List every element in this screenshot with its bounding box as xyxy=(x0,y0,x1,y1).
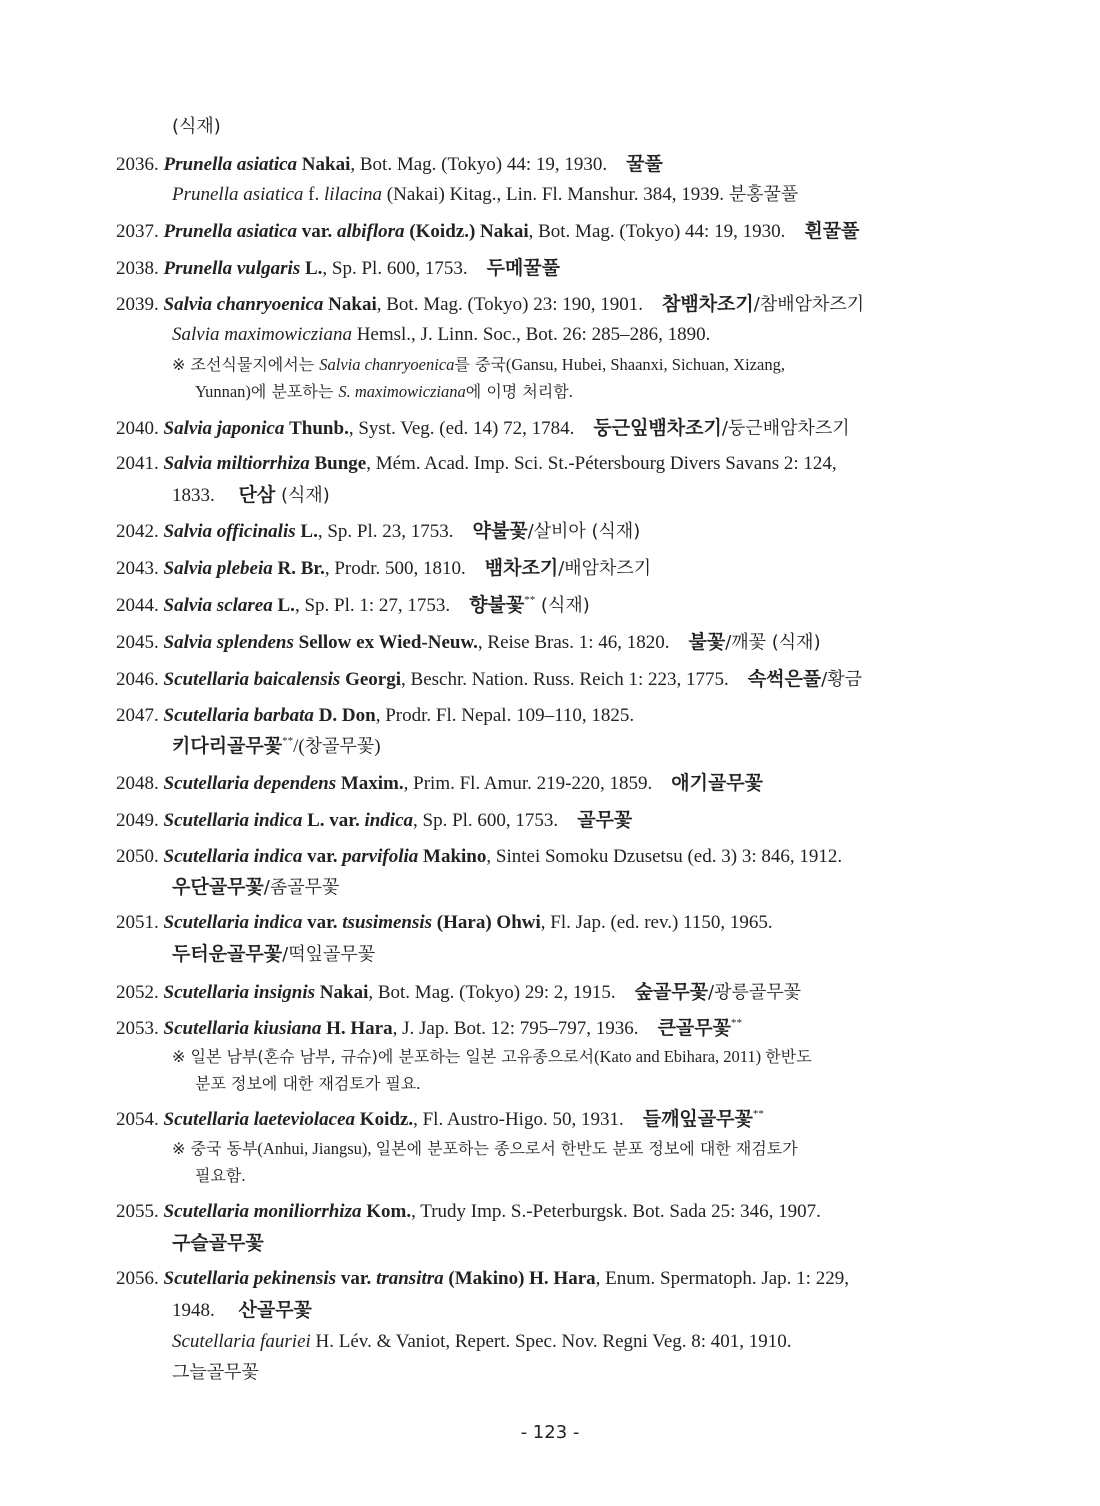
entry-number: 2049. xyxy=(116,810,159,831)
double-asterisk-mark: ** xyxy=(730,1017,742,1029)
korean-name: 들깨잎골무꽃 xyxy=(642,1108,753,1130)
note-2039-line1 xyxy=(172,352,785,378)
korean-name: 구슬골무꽃 xyxy=(172,1232,264,1254)
scientific-name: Salvia plebeia xyxy=(163,558,273,579)
author: Sellow ex Wied-Neuw. xyxy=(298,632,478,653)
author: Nakai xyxy=(328,294,377,315)
citation: , Beschr. Nation. Russ. Reich 1: 223, 1775. xyxy=(401,669,729,690)
author: L. xyxy=(277,595,295,616)
citation: , Sp. Pl. 1: 27, 1753. xyxy=(294,595,451,616)
synonym-2056 xyxy=(172,1329,792,1355)
entry-2052 xyxy=(116,979,801,1006)
entry-2054 xyxy=(116,1106,764,1133)
citation: , Bot. Mag. (Tokyo) 29: 2, 1915. xyxy=(368,982,616,1003)
note-text: ※ 중국 동부 xyxy=(172,1139,258,1158)
scientific-name: Salvia splendens xyxy=(163,632,294,653)
synonym-citation: Hemsl., J. Linn. Soc., Bot. 26: 285–286, 1890. xyxy=(351,324,711,345)
entry-number: 2053. xyxy=(116,1018,159,1039)
entry-2053 xyxy=(116,1015,742,1042)
author: Makino xyxy=(423,846,487,867)
punctuation: ) xyxy=(374,736,381,757)
note-text: 일본에 분포하는 종으로서 한반도 분포 정보에 대한 재검토가 xyxy=(375,1139,798,1158)
author: R. Br. xyxy=(277,558,325,579)
author: H. Hara xyxy=(326,1018,393,1039)
rank: var. xyxy=(340,1268,372,1289)
citation: , Prim. Fl. Amur. 219-220, 1859. xyxy=(403,773,653,794)
korean-alt-name: /황금 xyxy=(821,669,863,690)
entry-number: 2056. xyxy=(116,1268,159,1289)
note-scientific-name: S. maximowicziana xyxy=(338,382,466,401)
korean-name: 골무꽃 xyxy=(577,809,633,831)
korean-synonym: 그늘골무꽃 xyxy=(172,1362,259,1383)
korean-alt-name: /참배암차즈기 xyxy=(753,294,865,315)
page-number: - 123 - xyxy=(520,1422,580,1443)
author: Kom. xyxy=(366,1201,412,1222)
note-scientific-name: Salvia chanryoenica xyxy=(319,355,455,374)
entry-2037 xyxy=(116,218,859,245)
infraspecific-epithet: tsusimensis xyxy=(342,912,433,933)
scientific-name: Salvia miltiorrhiza xyxy=(163,453,310,474)
rank: var. xyxy=(307,846,338,867)
entry-number: 2051. xyxy=(116,912,159,933)
entry-2044 xyxy=(116,592,590,619)
scientific-name: Scutellaria baicalensis xyxy=(163,669,341,690)
synonym-2056-cont xyxy=(172,1360,259,1386)
korean-name: 불꽃 xyxy=(688,631,726,653)
entry-2050 xyxy=(116,844,842,870)
entry-2048 xyxy=(116,770,763,797)
note-text: Yunnan) xyxy=(195,382,251,401)
scientific-name: Salvia chanryoenica xyxy=(163,294,324,315)
author: Bunge xyxy=(314,453,367,474)
citation: , Trudy Imp. S.-Peterburgsk. Bot. Sada 25: 346, 1907. xyxy=(411,1201,821,1222)
author: Koidz. xyxy=(359,1109,414,1130)
korean-name: 꿀풀 xyxy=(626,153,663,175)
korean-alt-name: /광릉골무꽃 xyxy=(708,982,802,1003)
entry-2047 xyxy=(116,703,634,729)
korean-alt-name: /살비아 (식재) xyxy=(527,521,641,542)
author: Nakai xyxy=(301,154,351,175)
entry-2040 xyxy=(116,415,850,442)
citation: 1833. xyxy=(172,485,215,506)
note-text: 에 이명 처리함 xyxy=(465,382,569,401)
synonym-epithet: lilacina xyxy=(323,184,383,205)
author: D. Don xyxy=(318,705,376,726)
korean-name: 뱀차조기 xyxy=(484,557,559,579)
citation: , Bot. Mag. (Tokyo) 44: 19, 1930. xyxy=(528,221,786,242)
infraspecific-epithet: indica xyxy=(364,810,414,831)
entry-number: 2052. xyxy=(116,982,159,1003)
entry-number: 2038. xyxy=(116,258,159,279)
synonym-citation: (Nakai) Kitag., Lin. Fl. Manshur. 384, 1939. xyxy=(382,184,729,205)
korean-name: 향불꽃 xyxy=(469,594,525,616)
double-asterisk-mark: ** xyxy=(524,594,536,606)
entry-number: 2036. xyxy=(116,154,159,175)
entry-2039 xyxy=(116,291,864,318)
note-text: 를 중국 xyxy=(454,355,506,374)
citation: , Reise Bras. 1: 46, 1820. xyxy=(477,632,670,653)
entry-continuation xyxy=(172,114,221,140)
entry-2049 xyxy=(116,807,632,834)
scientific-name: Salvia officinalis xyxy=(163,521,296,542)
author: Nakai xyxy=(319,982,369,1003)
synonym-citation: H. Lév. & Vaniot, Repert. Spec. Nov. Regni Veg. 8: 401, 1910. xyxy=(310,1331,792,1352)
entry-2056-cont xyxy=(172,1297,312,1324)
korean-name: 큰골무꽃 xyxy=(657,1017,731,1039)
infraspecific-epithet: parvifolia xyxy=(342,846,419,867)
entry-2055 xyxy=(116,1199,821,1225)
author: L. xyxy=(304,258,323,279)
note-2054-line1 xyxy=(172,1136,798,1162)
korean-alt-name: 창골무꽃 xyxy=(304,736,375,757)
note-2054-line2 xyxy=(195,1163,246,1189)
author: L. xyxy=(300,521,318,542)
author: Thunb. xyxy=(289,418,349,439)
entry-2042 xyxy=(116,518,640,545)
citation: , Bot. Mag. (Tokyo) 44: 19, 1930. xyxy=(350,154,608,175)
infraspecific-epithet: albiflora xyxy=(337,221,405,242)
scientific-name: Salvia sclarea xyxy=(163,595,273,616)
note-2039-line2 xyxy=(195,379,573,405)
synonym-2039 xyxy=(172,322,710,348)
citation: , Sp. Pl. 600, 1753. xyxy=(413,810,559,831)
note-text: (Gansu, Hubei, Shaanxi, Sichuan, Xizang, xyxy=(505,355,785,374)
korean-synonym: 분홍꿀풀 xyxy=(728,184,799,205)
note-text: ※ 조선식물지에서는 xyxy=(172,355,320,374)
scientific-name: Prunella asiatica xyxy=(163,221,298,242)
scientific-name: Salvia japonica xyxy=(163,418,285,439)
entry-number: 2055. xyxy=(116,1201,159,1222)
entry-2051 xyxy=(116,910,773,936)
entry-number: 2043. xyxy=(116,558,159,579)
entry-2047-cont xyxy=(172,733,381,760)
author: (Hara) Ohwi xyxy=(436,912,541,933)
entry-2045 xyxy=(116,629,821,656)
infraspecific-epithet: transitra xyxy=(376,1268,444,1289)
citation: , Enum. Spermatoph. Jap. 1: 229, xyxy=(595,1268,849,1289)
scientific-name: Scutellaria moniliorrhiza xyxy=(163,1201,362,1222)
citation: , Fl. Jap. (ed. rev.) 1150, 1965. xyxy=(540,912,773,933)
korean-alt-name: (식재) xyxy=(275,485,330,506)
author: Georgi xyxy=(345,669,402,690)
citation: , Sp. Pl. 600, 1753. xyxy=(322,258,468,279)
rank: var. xyxy=(307,912,338,933)
punctuation: /( xyxy=(293,736,305,757)
scientific-name: Scutellaria dependens xyxy=(163,773,337,794)
entry-number: 2047. xyxy=(116,705,159,726)
scientific-name: Scutellaria laeteviolacea xyxy=(163,1109,356,1130)
entry-number: 2050. xyxy=(116,846,159,867)
synonym-2036 xyxy=(172,182,798,208)
entry-2041 xyxy=(116,451,837,477)
korean-text: (식재) xyxy=(172,116,221,137)
citation: , Prodr. 500, 1810. xyxy=(324,558,466,579)
entry-2043 xyxy=(116,555,651,582)
note-text: (Anhui, Jiangsu), xyxy=(257,1139,376,1158)
note-text: 한반도 xyxy=(765,1047,812,1066)
korean-name: 흰꿀풀 xyxy=(804,220,860,242)
author: Maxim. xyxy=(340,773,404,794)
entry-2056 xyxy=(116,1266,849,1292)
note-2053-line2 xyxy=(195,1071,420,1097)
entry-number: 2044. xyxy=(116,595,159,616)
note-text: 필요함 xyxy=(195,1166,242,1185)
synonym-name: Salvia maximowicziana xyxy=(172,324,352,345)
author: (Makino) H. Hara xyxy=(448,1268,596,1289)
synonym-name: Prunella asiatica xyxy=(172,184,304,205)
entry-2036 xyxy=(116,151,663,178)
scientific-name: Prunella asiatica xyxy=(163,154,298,175)
entry-number: 2045. xyxy=(116,632,159,653)
korean-alt-name: (식재) xyxy=(535,595,590,616)
scientific-name: Scutellaria barbata xyxy=(163,705,314,726)
author: (Koidz.) Nakai xyxy=(409,221,529,242)
citation: 1948. xyxy=(172,1300,215,1321)
entry-2046 xyxy=(116,666,862,693)
korean-alt-name: /배암차즈기 xyxy=(558,558,652,579)
korean-name: 우단골무꽃 xyxy=(172,876,264,898)
korean-alt-name: /떡잎골무꽃 xyxy=(282,944,376,965)
korean-name: 단삼 xyxy=(238,484,276,506)
korean-name: 숲골무꽃 xyxy=(634,981,709,1003)
entry-2038 xyxy=(116,255,560,282)
korean-name: 애기골무꽃 xyxy=(671,772,764,794)
citation: , Prodr. Fl. Nepal. 109–110, 1825. xyxy=(375,705,635,726)
korean-name: 약불꽃 xyxy=(472,520,528,542)
korean-name: 키다리골무꽃 xyxy=(172,735,283,757)
entry-number: 2046. xyxy=(116,669,159,690)
synonym-name: Scutellaria fauriei xyxy=(172,1331,311,1352)
note-text: 분포 정보에 대한 재검토가 필요 xyxy=(195,1074,417,1093)
entry-2051-cont xyxy=(172,941,375,968)
rank: var. xyxy=(301,221,333,242)
citation: , Syst. Veg. (ed. 14) 72, 1784. xyxy=(348,418,575,439)
citation: , Sintei Somoku Dzusetsu (ed. 3) 3: 846, 1912. xyxy=(486,846,843,867)
entry-number: 2040. xyxy=(116,418,159,439)
scientific-name: Scutellaria kiusiana xyxy=(163,1018,322,1039)
scientific-name: Scutellaria indica xyxy=(163,912,303,933)
note-2053-line1 xyxy=(172,1044,812,1070)
entry-number: 2042. xyxy=(116,521,159,542)
korean-name: 산골무꽃 xyxy=(238,1299,312,1321)
citation: , Mém. Acad. Imp. Sci. St.-Pétersbourg Divers Savans 2: 124, xyxy=(366,453,837,474)
note-text: . xyxy=(568,382,573,401)
entry-number: 2048. xyxy=(116,773,159,794)
korean-name: 둥근잎뱀차조기 xyxy=(593,417,722,439)
scientific-name: Scutellaria indica xyxy=(163,846,303,867)
korean-name: 두터운골무꽃 xyxy=(172,943,283,965)
entry-number: 2039. xyxy=(116,294,159,315)
entry-2041-cont xyxy=(172,482,330,509)
entry-number: 2041. xyxy=(116,453,159,474)
korean-alt-name: /좀골무꽃 xyxy=(263,877,340,898)
scientific-name: Scutellaria indica xyxy=(163,810,303,831)
korean-name: 속썩은풀 xyxy=(747,668,822,690)
entry-2055-cont xyxy=(172,1230,264,1257)
synonym-rank: f. xyxy=(303,184,324,205)
double-asterisk-mark: ** xyxy=(752,1108,764,1120)
korean-alt-name: /깨꽃 (식재) xyxy=(725,632,821,653)
entry-2050-cont xyxy=(172,874,339,901)
scientific-name: Scutellaria pekinensis xyxy=(163,1268,337,1289)
note-text: . xyxy=(416,1074,421,1093)
citation: , J. Jap. Bot. 12: 795–797, 1936. xyxy=(392,1018,639,1039)
scientific-name: Scutellaria insignis xyxy=(163,982,316,1003)
note-text: (Kato and Ebihara, 2011) xyxy=(594,1047,766,1066)
korean-alt-name: /둥근배암차즈기 xyxy=(721,418,850,439)
citation: , Bot. Mag. (Tokyo) 23: 190, 1901. xyxy=(376,294,643,315)
note-text: ※ 일본 남부(혼슈 남부, 규슈)에 분포하는 일본 고유종으로서 xyxy=(172,1047,595,1066)
korean-name: 두메꿀풀 xyxy=(486,257,561,279)
note-text: 에 분포하는 xyxy=(250,382,339,401)
korean-name: 참뱀차조기 xyxy=(662,293,754,315)
note-text: . xyxy=(241,1166,246,1185)
citation: , Fl. Austro-Higo. 50, 1931. xyxy=(413,1109,624,1130)
entry-number: 2054. xyxy=(116,1109,159,1130)
citation: , Sp. Pl. 23, 1753. xyxy=(317,521,454,542)
scientific-name: Prunella vulgaris xyxy=(163,258,301,279)
author-rank: L. var. xyxy=(307,810,360,831)
entry-number: 2037. xyxy=(116,221,159,242)
double-asterisk-mark: ** xyxy=(282,735,294,747)
